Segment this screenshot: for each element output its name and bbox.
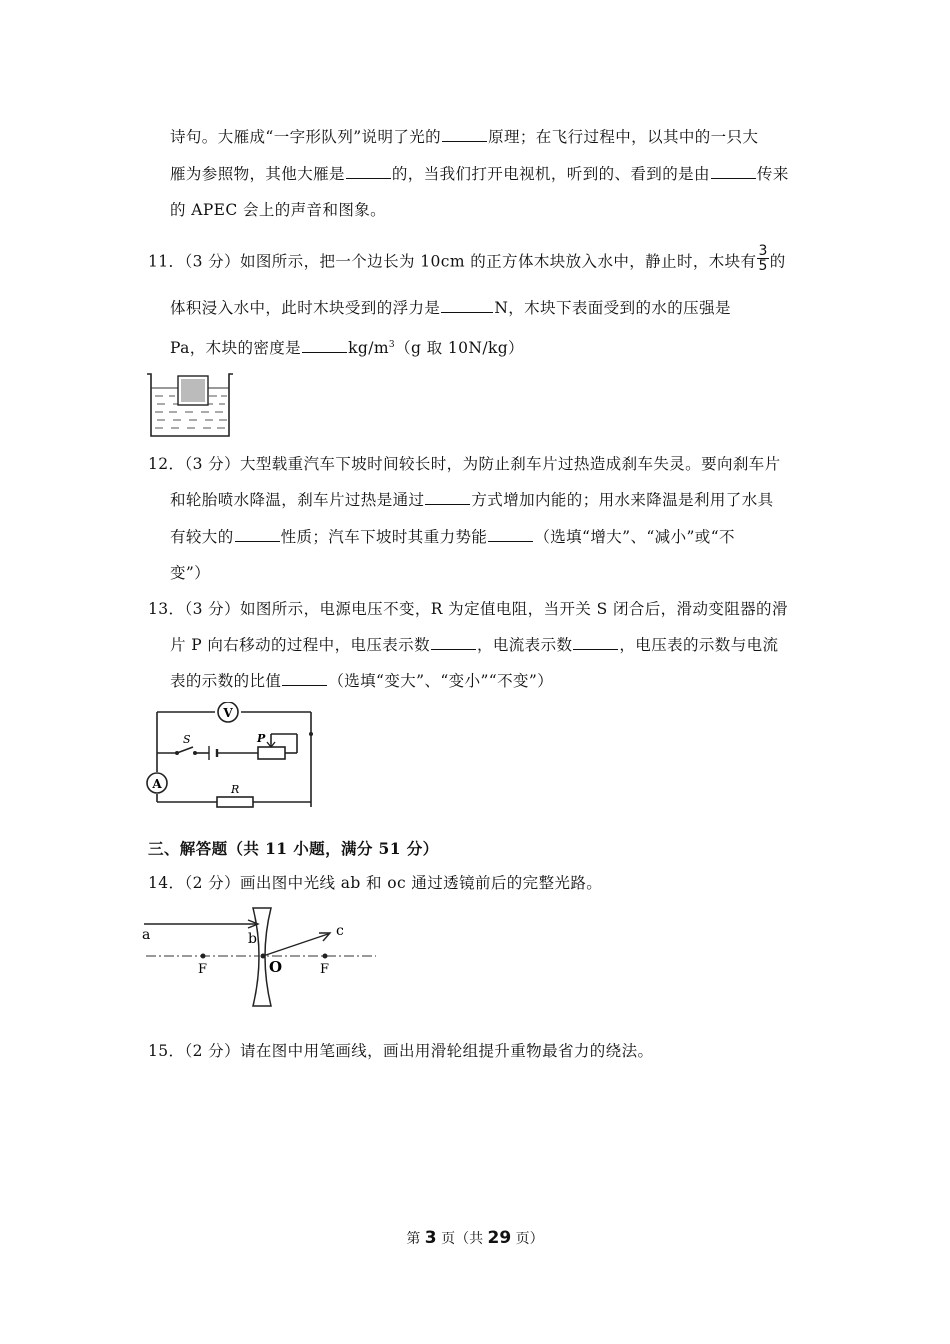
answer-blank: [302, 338, 347, 353]
answer-blank: [573, 635, 618, 650]
answer-blank: [442, 127, 487, 142]
answer-blank: [282, 671, 327, 686]
switch: [175, 733, 197, 755]
svg-text:A: A: [152, 777, 162, 791]
question-score: （3 分）: [184, 252, 240, 271]
current-page-number: 3: [424, 1228, 437, 1248]
q10-line-1: 诗句。大雁成“一字形队列”说明了光的 原理；在飞行过程中，以其中的一只大: [170, 128, 759, 146]
q13-line-1: 13．（3 分）如图所示，电源电压不变，R 为定值电阻，当开关 S 闭合后，滑动变阻器的滑: [148, 600, 788, 618]
svg-text:V: V: [223, 706, 233, 720]
q11-line-1: 11．（3 分）如图所示，把一个边长为 10cm 的正方体木块放入水中，静止时，木块有 $\frac{3}{5}$ 的: [148, 243, 786, 274]
q11-line-3: Pa，木块的密度是 $kg/m^3(g$ 取 10N/kg）: [170, 339, 524, 358]
question-number: 15．: [148, 1042, 185, 1060]
svg-text:F: F: [198, 962, 208, 977]
fraction: $\frac{3}{5}$: [758, 243, 768, 274]
concave-lens-figure: [140, 905, 380, 1011]
answer-blank: [488, 527, 533, 542]
focus-left-dot: [201, 954, 206, 959]
battery: [209, 746, 217, 760]
answer-blank: [425, 490, 470, 505]
section-heading: 三、解答题（共 11 小题，满分 51 分）: [148, 839, 439, 858]
q13-line-3: 表的示数的比值 （选填“变大”、“变小”“不变”）: [170, 672, 554, 690]
question-number: 11．: [148, 252, 185, 271]
question-score: （2 分）: [184, 874, 240, 892]
q12-line-4: 变”）: [170, 564, 211, 582]
total-pages: 29: [487, 1228, 512, 1248]
q12-line-1: 12．（3 分）大型载重汽车下坡时间较长时，为防止刹车片过热造成刹车失灵。要向刹车片: [148, 455, 781, 473]
question-number: 13．: [148, 600, 185, 618]
q12-line-2: 和轮胎喷水降温，刹车片过热是通过 方式增加内能的；用水来降温是利用了水具: [170, 491, 774, 509]
floating-block-figure: [145, 370, 235, 440]
svg-text:R: R: [231, 783, 240, 796]
q11-line-2: 体积浸入水中，此时木块受到的浮力是 N，木块下表面受到的水的压强是: [170, 299, 731, 317]
voltmeter: [218, 702, 238, 722]
circuit-figure: [145, 702, 320, 812]
focus-right-dot: [323, 954, 328, 959]
block-shading: [181, 379, 205, 402]
answer-blank: [711, 164, 756, 179]
q10-line-2: 雁为参照物，其他大雁是 的，当我们打开电视机，听到的、看到的是由 传来: [170, 165, 789, 183]
q15-line-1: 15．（2 分）请在图中用笔画线，画出用滑轮组提升重物最省力的绕法。: [148, 1042, 654, 1060]
q14-line-1: 14．（2 分）画出图中光线 ab 和 oc 通过透镜前后的完整光路。: [148, 874, 603, 892]
svg-text:P: P: [257, 732, 266, 745]
q10-line-3: 的 APEC 会上的声音和图象。: [170, 201, 387, 219]
svg-text:O: O: [269, 958, 283, 976]
q13-line-2: 片 P 向右移动的过程中，电压表示数 ，电流表示数 ，电压表的示数与电流: [170, 636, 779, 654]
answer-blank: [431, 635, 476, 650]
svg-text:c: c: [336, 923, 344, 939]
page-footer: 第 3 页（共 29 页）: [406, 1228, 544, 1248]
question-score: （2 分）: [184, 1042, 240, 1060]
fixed-resistor: [217, 783, 253, 807]
question-score: （3 分）: [184, 600, 240, 618]
answer-blank: [235, 527, 280, 542]
answer-blank: [441, 298, 493, 313]
junction-dot: [309, 732, 313, 736]
svg-text:b: b: [248, 931, 257, 947]
optical-center-dot: [261, 954, 266, 959]
question-number: 14．: [148, 874, 185, 892]
ammeter: [147, 773, 167, 793]
answer-blank: [346, 164, 391, 179]
svg-text:a: a: [142, 927, 151, 943]
ray-oc: [263, 934, 328, 956]
svg-text:S: S: [183, 733, 191, 746]
svg-text:F: F: [320, 962, 330, 977]
question-score: （3 分）: [184, 455, 240, 473]
question-number: 12．: [148, 455, 185, 473]
q12-line-3: 有较大的 性质；汽车下坡时其重力势能 （选填“增大”、“减小”或“不: [170, 528, 735, 546]
